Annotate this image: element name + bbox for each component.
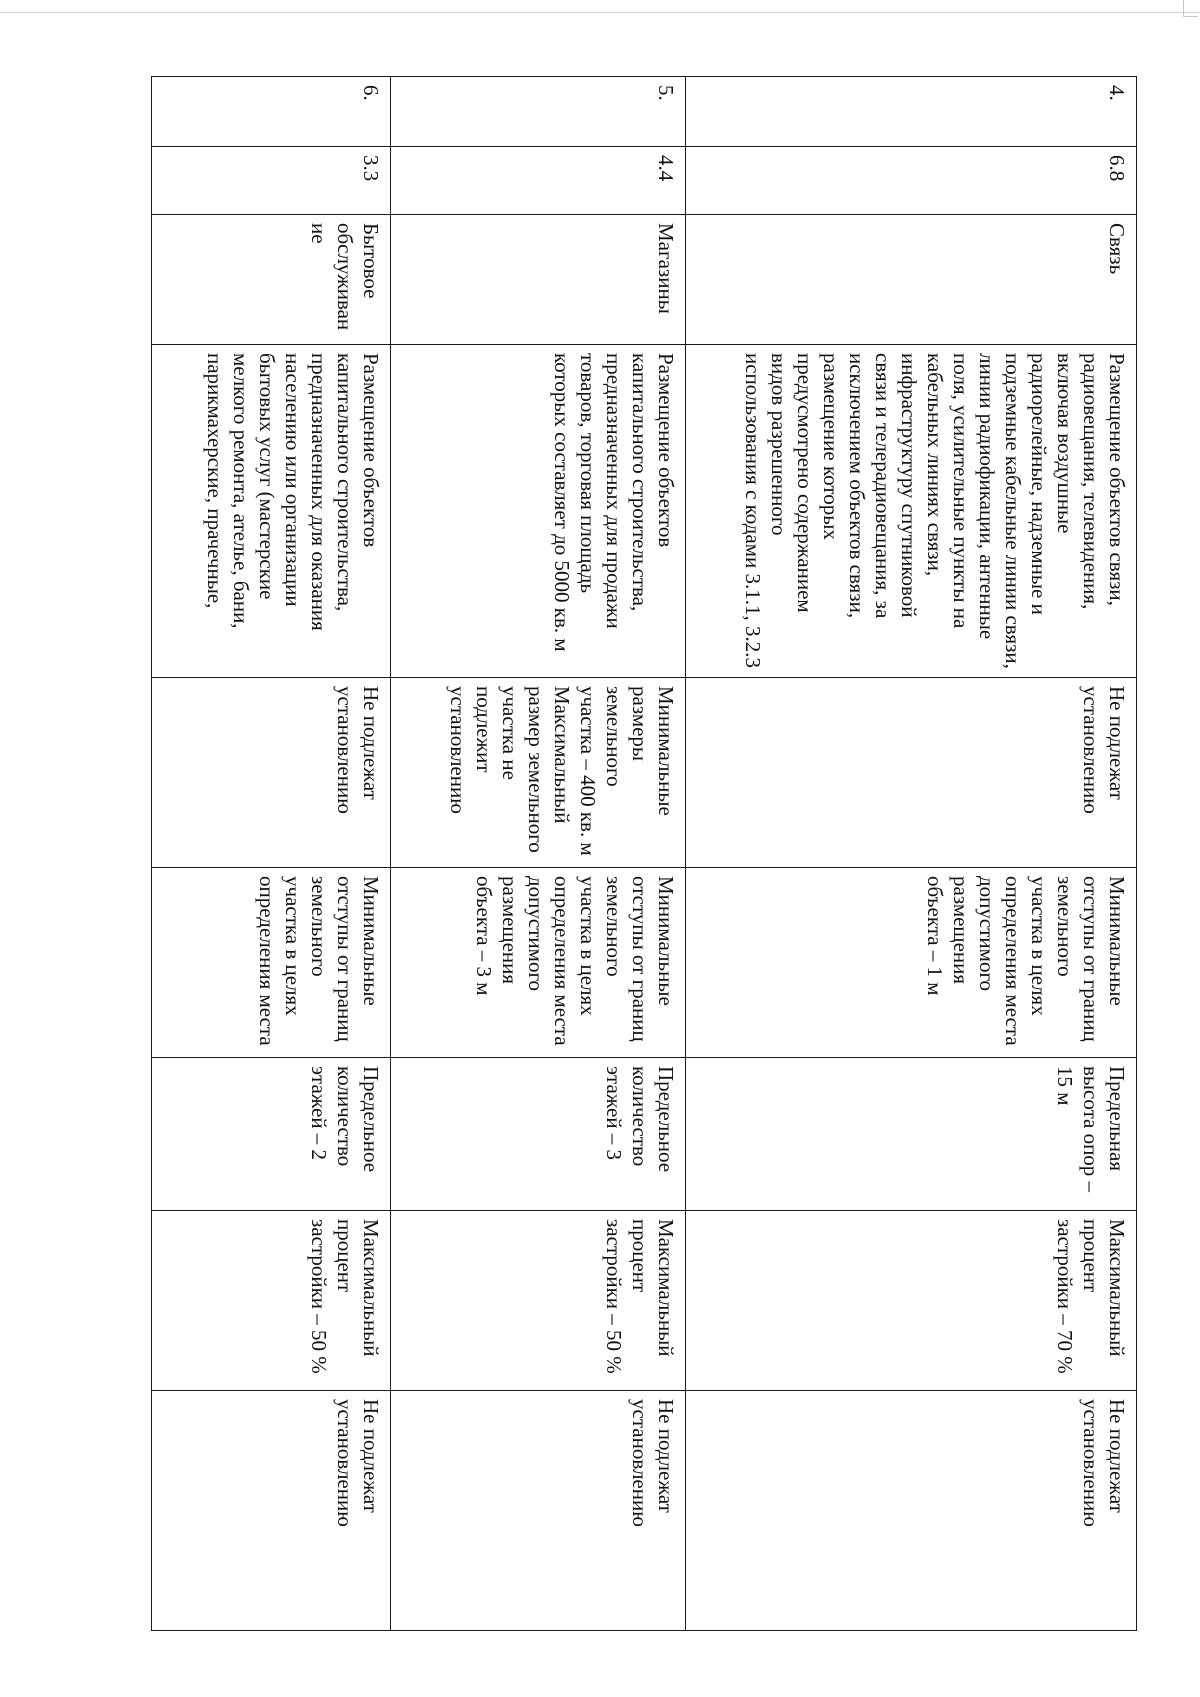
- row-number: 4.: [686, 77, 1137, 147]
- minimum-indents: Минимальные отступы от границ земельного участка в целях определения места допустимого размещения объекта – 1 м: [686, 868, 1137, 1058]
- row-number: 6.: [152, 77, 391, 147]
- use-description: Размещение объектов связи, радиовещания, телевидения, включая воздушные радиорелейные, надземные и подземные кабельные линии связи, линии радиофикации, антенные поля, усилительные пункты на кабельных линиях связи, инфраструктуру спутниковой связи и телерадиовещания, за исключением объектов связи, размещение которых предусмотрено содержанием видов разрешенного использования с кодами 3.1.1, 3.2.3: [686, 345, 1137, 678]
- use-code: 4.4: [391, 147, 686, 215]
- max-coverage: Максимальный процент застройки – 50 %: [152, 1211, 391, 1391]
- plot-size-limits: Не подлежат установлению: [152, 678, 391, 868]
- use-description: Размещение объектов капитального строительства, предназначенных для оказания населению или организации бытовых услуг (мастерские мелкого ремонта, ателье, бани, парикмахерские, прачечные,: [152, 345, 391, 678]
- minimum-indents: Минимальные отступы от границ земельного участка в целях определения места допустимого размещения объекта – 3 м: [391, 868, 686, 1058]
- use-description: Размещение объектов капитального строительства, предназначенных для продажи товаров, торговая площадь которых составляет до 5000 кв. м: [391, 345, 686, 678]
- table-row: [152, 77, 391, 1631]
- scan-corner-mark: [1183, 0, 1198, 17]
- height-limit: Предельное количество этажей – 2: [152, 1058, 391, 1211]
- table-row: [391, 77, 686, 1631]
- plot-size-limits: Минимальные размеры земельного участка – 400 кв. м Максимальный размер земельного участка не подлежит установлению: [391, 678, 686, 868]
- use-code: 6.8: [686, 147, 1137, 215]
- permitted-use-table: [151, 76, 1137, 1631]
- row-number: 5.: [391, 77, 686, 147]
- use-name: Связь: [686, 215, 1137, 345]
- other-parameters: Не подлежат установлению: [391, 1391, 686, 1631]
- table-row: [686, 77, 1137, 1631]
- minimum-indents: Минимальные отступы от границ земельного участка в целях определения места: [152, 868, 391, 1058]
- document-page: [152, 76, 1137, 1630]
- height-limit: Предельное количество этажей – 3: [391, 1058, 686, 1211]
- other-parameters: Не подлежат установлению: [686, 1391, 1137, 1631]
- use-name: Бытовое обслуживание: [152, 215, 391, 345]
- other-parameters: Не подлежат установлению: [152, 1391, 391, 1631]
- max-coverage: Максимальный процент застройки – 70 %: [686, 1211, 1137, 1391]
- height-limit: Предельная высота опор – 15 м: [686, 1058, 1137, 1211]
- scan-top-edge: [0, 12, 1200, 13]
- plot-size-limits: Не подлежат установлению: [686, 678, 1137, 868]
- use-name: Магазины: [391, 215, 686, 345]
- use-code: 3.3: [152, 147, 391, 215]
- max-coverage: Максимальный процент застройки – 50 %: [391, 1211, 686, 1391]
